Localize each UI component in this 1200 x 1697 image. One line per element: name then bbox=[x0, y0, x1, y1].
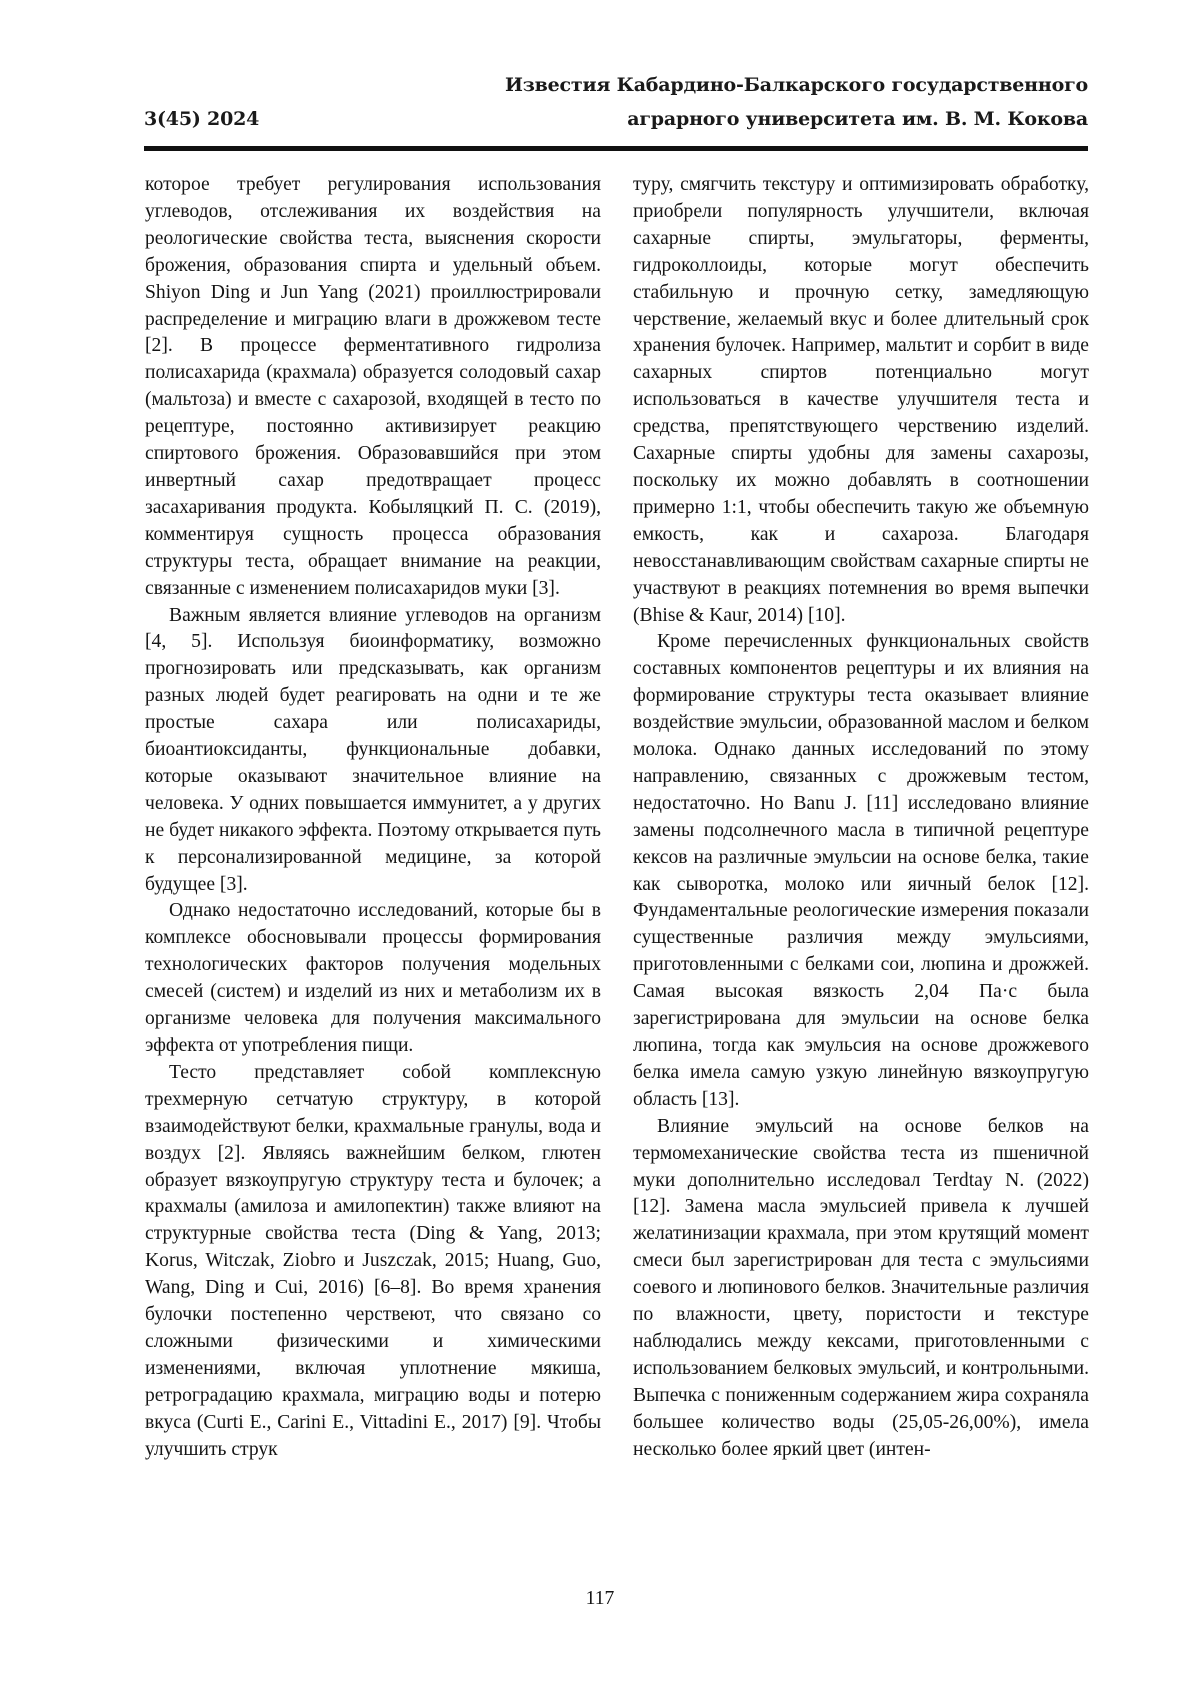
paragraph: туру, смягчить текстуру и оптимизировать обработку, приобрели популярность улучшители, включая сахарные спирты, эмульгаторы, ферменты, гидроколлоиды, которые могут обеспечить стабильную и прочную сетку, замедляющую черствение, желаемый вкус и более длительный срок хранения булочек. Например, мальтит и сорбит в виде сахарных спиртов потенциально могут использоваться в качестве улучшителя теста и средства, препятствующего черствению изделий. Сахарные спирты удобны для замены сахарозы, поскольку их можно добавлять в соотношении примерно 1:1, чтобы обеспечить такую же объемную емкость, как и сахароза. Благодаря невосстанавливающим свойствам сахарные спирты не участвуют в реакциях потемнения во время выпечки (Bhise & Kaur, 2014) [10]. bbox=[633, 174, 1089, 626]
running-header bbox=[144, 68, 1088, 146]
paragraph: Однако недостаточно исследований, которые бы в комплексе обосновывали процессы формирования технологических факторов получения модельных смесей (систем) и изделий из них и метаболизм их в организме человека для получения максимального эффекта от употребления пищи. bbox=[145, 900, 601, 1056]
paragraph: Тесто представляет собой комплексную трехмерную сетчатую структуру, в которой взаимодействуют белки, крахмальные гранулы, вода и воздух [2]. Являясь важнейшим белком, глютен образует вязкоупругую структуру теста и булочек; а крахмалы (амилоза и амилопектин) также влияют на структурные свойства теста (Ding & Yang, 2013; Korus, Witczak, Ziobro и Juszczak, 2015; Huang, Guo, Wang, Ding и Cui, 2016) [6–8]. Во время хранения булочки постепенно черствеют, что связано со сложными физическими и химическими изменениями, включая уплотнение мякиша, ретроградацию крахмала, миграцию воды и потерю вкуса (Curti E., Carini E., Vittadini E., 2017) [9]. Чтобы улучшить струк bbox=[145, 1061, 601, 1460]
text-column-right bbox=[633, 172, 1089, 1464]
paragraph: Кроме перечисленных функциональных свойств составных компонентов рецептуры и их влияния на формирование структуры теста оказывает влияние воздействие эмульсии, образованной маслом и белком молока. Однако данных исследований по этому направлению, связанных с дрожжевым тестом, недостаточно. Но Banu J. [11] исследовано влияние замены подсолнечного масла в типичной рецептуре кексов на различные эмульсии на основе белка, такие как сыворотка, молоко или яичный белок [12]. Фундаментальные реологические измерения показали существенные различия между эмульсиями, приготовленными с белками сои, люпина и дрожжей. Самая высокая вязкость 2,04 Па·с была зарегистрирована для эмульсии на основе белка люпина, тогда как эмульсия на основе дрожжевого белка имела самую узкую линейную вязкоупругую область [13]. bbox=[633, 631, 1089, 1110]
text-column-left bbox=[145, 172, 601, 1464]
page-number: 117 bbox=[585, 1588, 615, 1609]
header-divider bbox=[144, 146, 1088, 151]
paragraph: Влияние эмульсий на основе белков на термомеханические свойства теста из пшеничной муки дополнительно исследовал Terdtay N. (2022) [12]. Замена масла эмульсией привела к лучшей желатинизации крахмала, при этом крутящий момент смеси был зарегистрирован для теста с эмульсиями соевого и люпинового белков. Значительные различия по влажности, цвету, пористости и текстуре наблюдались между кексами, приготовленными с использованием белковых эмульсий, и контрольными. Выпечка с пониженным содержанием жира сохраняла большее количество воды (25,05-26,00%), имела несколько более яркий цвет (интен- bbox=[633, 1115, 1089, 1460]
issue-number: 3(45) 2024 bbox=[144, 108, 260, 130]
journal-title-line2: аграрного университета им. В. М. Кокова bbox=[627, 108, 1088, 130]
journal-title-line1: Известия Кабардино-Балкарского государственного bbox=[504, 74, 1088, 96]
paragraph: Важным является влияние углеводов на организм [4, 5]. Используя биоинформатику, возможно прогнозировать или предсказывать, как организм разных людей будет реагировать на одни и те же простые сахара или полисахариды, биоантиоксиданты, функциональные добавки, которые оказывают значительное влияние на человека. У одних повышается иммунитет, а у других не будет никакого эффекта. Поэтому открывается путь к персонализированной медицине, за которой будущее [3]. bbox=[145, 604, 601, 895]
paragraph: которое требует регулирования использования углеводов, отслеживания их воздействия на реологические свойства теста, выяснения скорости брожения, образования спирта и удельный объем. Shiyon Ding и Jun Yang (2021) проиллюстрировали распределение и миграцию влаги в дрожжевом тесте [2]. В процессе ферментативного гидролиза полисахарида (крахмала) образуется солодовый сахар (мальтоза) и вместе с сахарозой, входящей в тесто по рецептуре, постоянно активизирует реакцию спиртового брожения. Образовавшийся при этом инвертный сахар предотвращает процесс засахаривания продукта. Кобыляцкий П. С. (2019), комментируя сущность процесса образования структуры теста, обращает внимание на реакции, связанные с изменением полисахаридов муки [3]. bbox=[145, 174, 601, 599]
